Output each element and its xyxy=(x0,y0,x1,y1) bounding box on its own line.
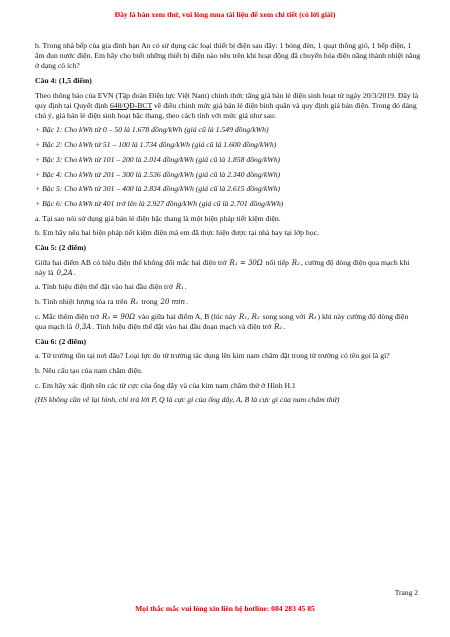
q5c-text: song song với xyxy=(260,311,308,321)
q5-part-c xyxy=(35,312,421,332)
tier-6: + Bậc 6: Cho kWh từ 401 trở lên là 2.927 đồng/kWh (giá cũ là 2.701 đồng/kWh) xyxy=(35,198,284,208)
hotline-banner: Mọi thắc mắc vui lòng xin liên hệ hotline: 084 283 45 85 xyxy=(135,604,315,613)
tier-5: + Bậc 5: Cho kWh từ 301 – 400 là 2.834 đồng/kWh (giá cũ là 2.615 đồng/kWh) xyxy=(35,184,281,194)
q4-part-b: b. Em hãy nêu hai biện pháp tiết kiệm điện mà em đã thực hiện được tại nhà hay tại lớp học. xyxy=(35,228,319,238)
math-current: 0,2A xyxy=(56,268,73,277)
math-current: 0,3A xyxy=(75,322,92,331)
math-r1-r2: R₁, R₂ xyxy=(239,312,260,321)
q6-note: (HS không cần vẽ lại hình, chỉ trả lời P, Q là cực gì của ống dây, A, B là cực gì của nam châm thử) xyxy=(35,395,340,405)
math-r3: R₃ = 90Ω xyxy=(101,312,136,321)
q5-title: Câu 5: (2 điểm) xyxy=(35,242,87,252)
math-r3: R₃ xyxy=(308,312,317,321)
math-r1: R₁ xyxy=(130,298,139,307)
q5a-text: a. Tính hiệu điện thế đặt vào hai đầu điện trở xyxy=(35,282,175,292)
q6-part-a: a. Từ trường tồn tại nơi đâu? Loại lực do từ trường tác dụng lên kim nam châm đặt trong từ trường có tên gọi là gì? xyxy=(35,351,390,361)
q5a-text: . xyxy=(184,282,187,292)
tier-3: + Bậc 3: Cho kWh từ 101 – 200 là 2.014 đồng/kWh (giá cũ là 1.858 đồng/kWh) xyxy=(35,154,281,164)
q5b-text: b. Tính nhiệt lượng tỏa ra trên xyxy=(35,297,130,307)
q6-part-c: c. Em hãy xác định tên các từ cực của ống dây và của kim nam châm thử ở Hình H.1 xyxy=(35,380,296,390)
math-r2: R₂ xyxy=(274,322,283,331)
math-time: 20 min xyxy=(160,298,186,307)
q4-title: Câu 4: (1,5 điểm) xyxy=(35,75,92,85)
q5-part-b xyxy=(35,297,421,307)
preview-banner: Đây là bản xem thử, vui lòng mua tài liệu để xem chi tiết (có lời giải) xyxy=(114,10,336,19)
q5b-text: . xyxy=(186,297,188,307)
q4-intro xyxy=(35,91,421,121)
q5-text: . xyxy=(73,267,76,277)
math-r1: R₁ = 30Ω xyxy=(229,258,263,267)
q5b-text: trong xyxy=(139,297,160,307)
q3-part-b: b. Trong nhà bếp của gia đình bạn An có sử dụng các loại thiết bị điện sau đây: 1 bóng đèn, 1 quạt thông gió, 1 bếp điện, 1 ấm đun nước điện. Em hãy cho biết những thiết bị điện nào nêu trên khi hoạt động đã chuyển hóa điện năng thành nhiệt năng ở dạng có ích? xyxy=(35,41,421,71)
q5c-text: . Tính hiệu điện thế đặt vào hai đầu đoạn mạch và điện trở xyxy=(92,321,274,331)
q5c-text: ) khi này cường độ dòng điện qua mạch là xyxy=(35,311,409,331)
math-r2: R₂ xyxy=(291,258,300,267)
q5-text: Giữa hai điểm AB có hiệu điện thế không đổi mắc hai điện trở xyxy=(35,257,229,267)
q4-part-a: a. Tại sao nói sử dụng giá bán lẻ điện bậc thang là một biện pháp tiết kiệm điện. xyxy=(35,213,281,223)
q5-text: , cường độ dòng điện qua mạch khi này là xyxy=(35,257,410,277)
document-body xyxy=(35,41,421,410)
q5c-text: . xyxy=(283,321,286,331)
q6-part-b: b. Nêu cấu tạo của nam châm điện. xyxy=(35,365,143,375)
decision-link[interactable]: 648/QĐ-BCT xyxy=(109,100,153,110)
q5-intro xyxy=(35,258,421,278)
q4-intro-text-2: về điều chỉnh mức giá bán lẻ điện bình quân và quy định giá bán điện. Trong đó đáng chú ý, giá bán lẻ điện sinh hoạt bậc thang, theo cách tính với mức giá như sau: xyxy=(35,100,417,120)
tier-2: + Bậc 2: Cho kWh từ 51 – 100 là 1.734 đồng/kWh (giá cũ là 1.600 đồng/kWh) xyxy=(35,140,277,150)
math-r1: R₁ xyxy=(175,283,184,292)
q6-title: Câu 6: (2 điểm) xyxy=(35,336,87,346)
tier-1: + Bậc 1: Cho kWh từ 0 – 50 là 1.678 đồng/kWh (giá cũ là 1.549 đồng/kWh) xyxy=(35,125,269,135)
q5c-text: vào giữa hai điểm A, B (lúc này xyxy=(136,311,239,321)
page-number: Trang 2 xyxy=(394,588,418,597)
q5-text: nối tiếp xyxy=(263,257,291,267)
tier-4: + Bậc 4: Cho kWh từ 201 – 300 là 2.536 đồng/kWh (giá cũ là 2.340 đồng/kWh) xyxy=(35,169,281,179)
q4-intro-text: Theo thông báo của EVN (Tập đoàn Điện lực Việt Nam) chính thức tăng giá bán lẻ điện sinh hoạt từ ngày 20/3/2019. Đây là quy định tại Quyết định xyxy=(35,90,419,110)
q5c-text: c. Mắc thêm điện trở xyxy=(35,311,101,321)
q5-part-a xyxy=(35,282,421,292)
